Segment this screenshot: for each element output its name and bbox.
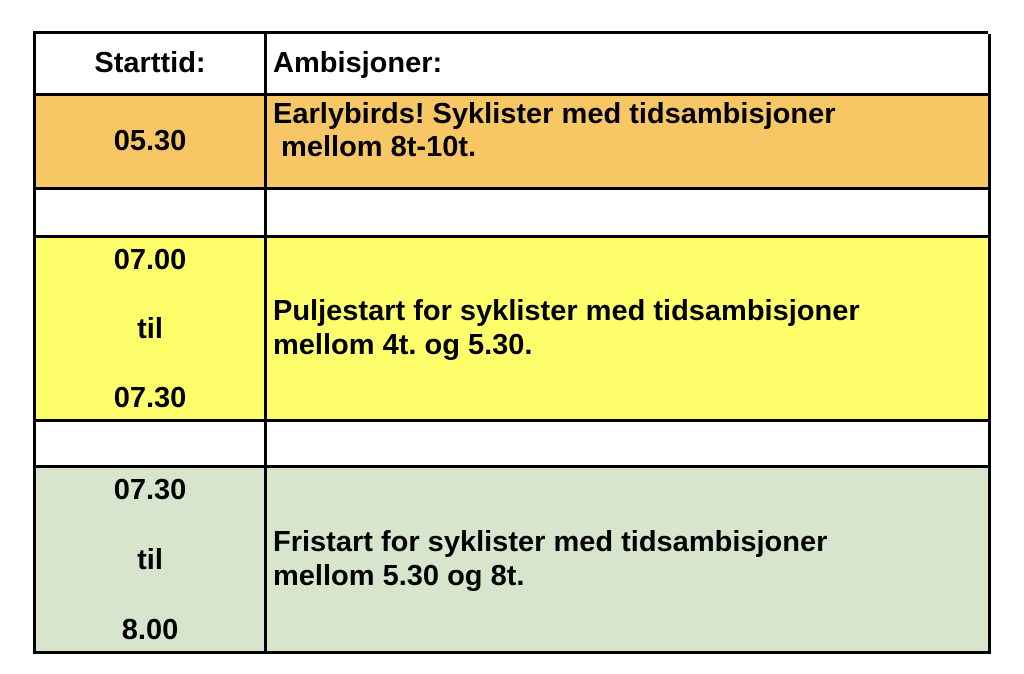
header-starttid [36,34,267,96]
row-fristart-time [36,468,267,654]
desc-line: mellom 5.30 og 8t. [273,559,525,592]
row-puljestart-desc [267,238,991,422]
time-separator: til [137,543,163,576]
desc-line: Puljestart for syklister med tidsambisjoner [273,295,860,328]
header-ambisjoner-label: Ambisjoner: [273,46,443,79]
desc-line: Earlybirds! Syklister med tidsambisjoner [273,98,836,130]
time-separator: til [137,312,163,345]
time-value: 07.30 [113,381,187,414]
row-puljestart-time [36,238,267,422]
desc-line: mellom 8t-10t. [273,131,477,164]
desc-line: mellom 4t. og 5.30. [273,328,533,361]
row-earlybirds-desc [267,96,991,190]
header-ambisjoner [267,34,991,96]
desc-line: Fristart for syklister med tidsambisjoner [273,526,828,559]
header-starttid-label: Starttid: [94,46,206,79]
row-earlybirds-time [36,96,267,190]
spacer-row-desc [267,422,991,468]
start-schedule-table [33,31,988,654]
spacer-row-desc [267,190,991,238]
spacer-row-time [36,190,267,238]
row-fristart-desc [267,468,991,654]
time-value: 07.00 [113,244,187,276]
time-value: 07.30 [113,474,187,506]
time-value: 05.30 [113,124,187,157]
time-value: 8.00 [121,613,179,646]
spacer-row-time [36,422,267,468]
